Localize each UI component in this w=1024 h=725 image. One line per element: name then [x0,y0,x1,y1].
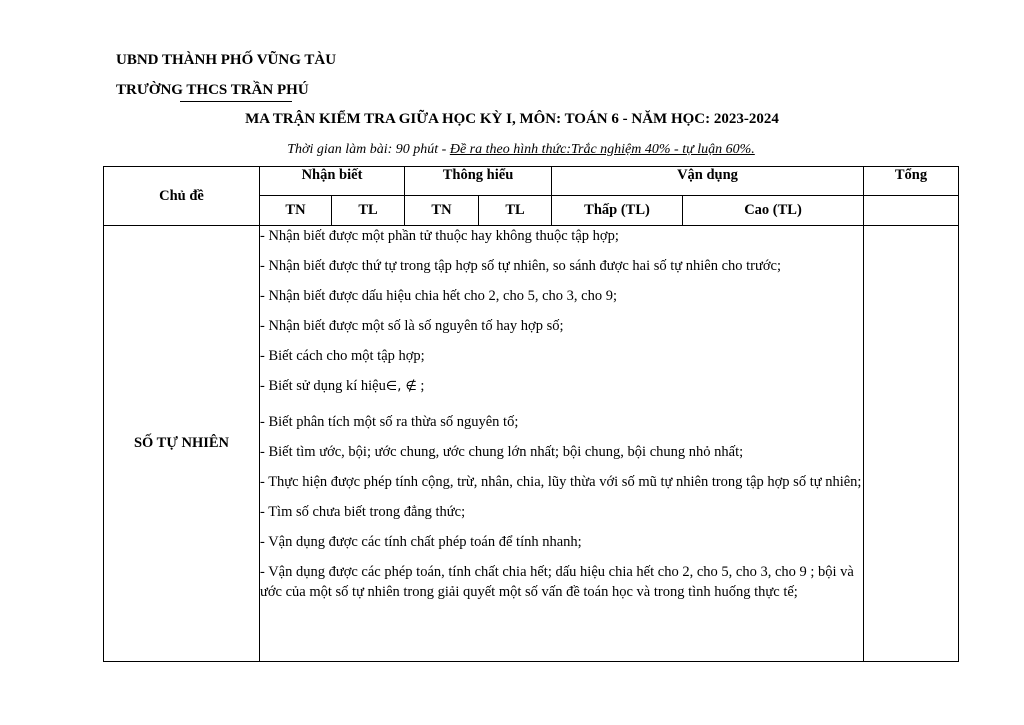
header-topic: Chủ đề [104,167,260,226]
topic-cell: SỐ TỰ NHIÊN [104,226,260,662]
list-item: - Biết tìm ước, bội; ước chung, ước chung lớn nhất; bội chung, bội chung nhỏ nhất; [260,444,744,460]
list-item: - Nhận biết được dấu hiệu chia hết cho 2, cho 5, cho 3, cho 9; [260,288,617,304]
list-item: - Vận dụng được các phép toán, tính chất chia hết; dấu hiệu chia hết cho 2, cho 5, cho 3, cho 9 ; bội và ước của một số tự nhiên trong giải quyết một số vấn đề toán học và trong tình huống thực tế; [260,564,854,600]
list-item: - Tìm số chưa biết trong đẳng thức; [260,504,466,520]
list-item: - Nhận biết được một số là số nguyên tố hay hợp số; [260,318,564,334]
list-item-end: ; [416,378,425,394]
header-total-blank [864,196,959,226]
header-tn-recognize: TN [260,196,332,226]
content-cell [260,226,864,662]
list-item: - Nhận biết được thứ tự trong tập hợp số tự nhiên, so sánh được hai số tự nhiên cho trước; [260,258,782,274]
header-understand: Thông hiểu [405,167,552,196]
header-tn-understand: TN [405,196,479,226]
list-item: - Nhận biết được một phần tử thuộc hay không thuộc tập hợp; [260,228,619,244]
total-cell [864,226,959,662]
subtitle-duration: Thời gian làm bài: 90 phút - [287,142,450,157]
list-item: - Biết cách cho một tập hợp; [260,348,425,364]
header-line-2: TRƯỜNG THCS TRẦN PHÚ [116,82,309,98]
list-item-text: - Biết sử dụng kí hiệu [260,378,386,394]
list-item: - Vận dụng được các tính chất phép toán để tính nhanh; [260,534,582,550]
header-total: Tổng [864,167,959,196]
list-item [260,376,863,397]
list-item: - Thực hiện được phép tính cộng, trừ, nhân, chia, lũy thừa với số mũ tự nhiên trong tập hợp số tự nhiên; [260,474,862,490]
document-subtitle [0,142,1024,158]
header-apply: Vận dụng [552,167,864,196]
set-symbols: ∈, ∉ [385,379,417,394]
header-line-1: UBND THÀNH PHỐ VŨNG TÀU [116,52,337,68]
subtitle-format: Đề ra theo hình thức:Trắc nghiệm 40% - tự luận 60%. [449,142,755,157]
list-item: - Biết phân tích một số ra thừa số nguyên tố; [260,414,519,430]
header-recognize: Nhận biết [260,167,405,196]
header-apply-low: Thấp (TL) [552,196,683,226]
header-underline [180,101,292,102]
header-tl-understand: TL [479,196,552,226]
matrix-table [103,166,959,662]
header-apply-high: Cao (TL) [683,196,864,226]
header-tl-recognize: TL [332,196,405,226]
document-title: MA TRẬN KIỂM TRA GIỮA HỌC KỲ I, MÔN: TOÁN 6 - NĂM HỌC: 2023-2024 [245,111,779,127]
